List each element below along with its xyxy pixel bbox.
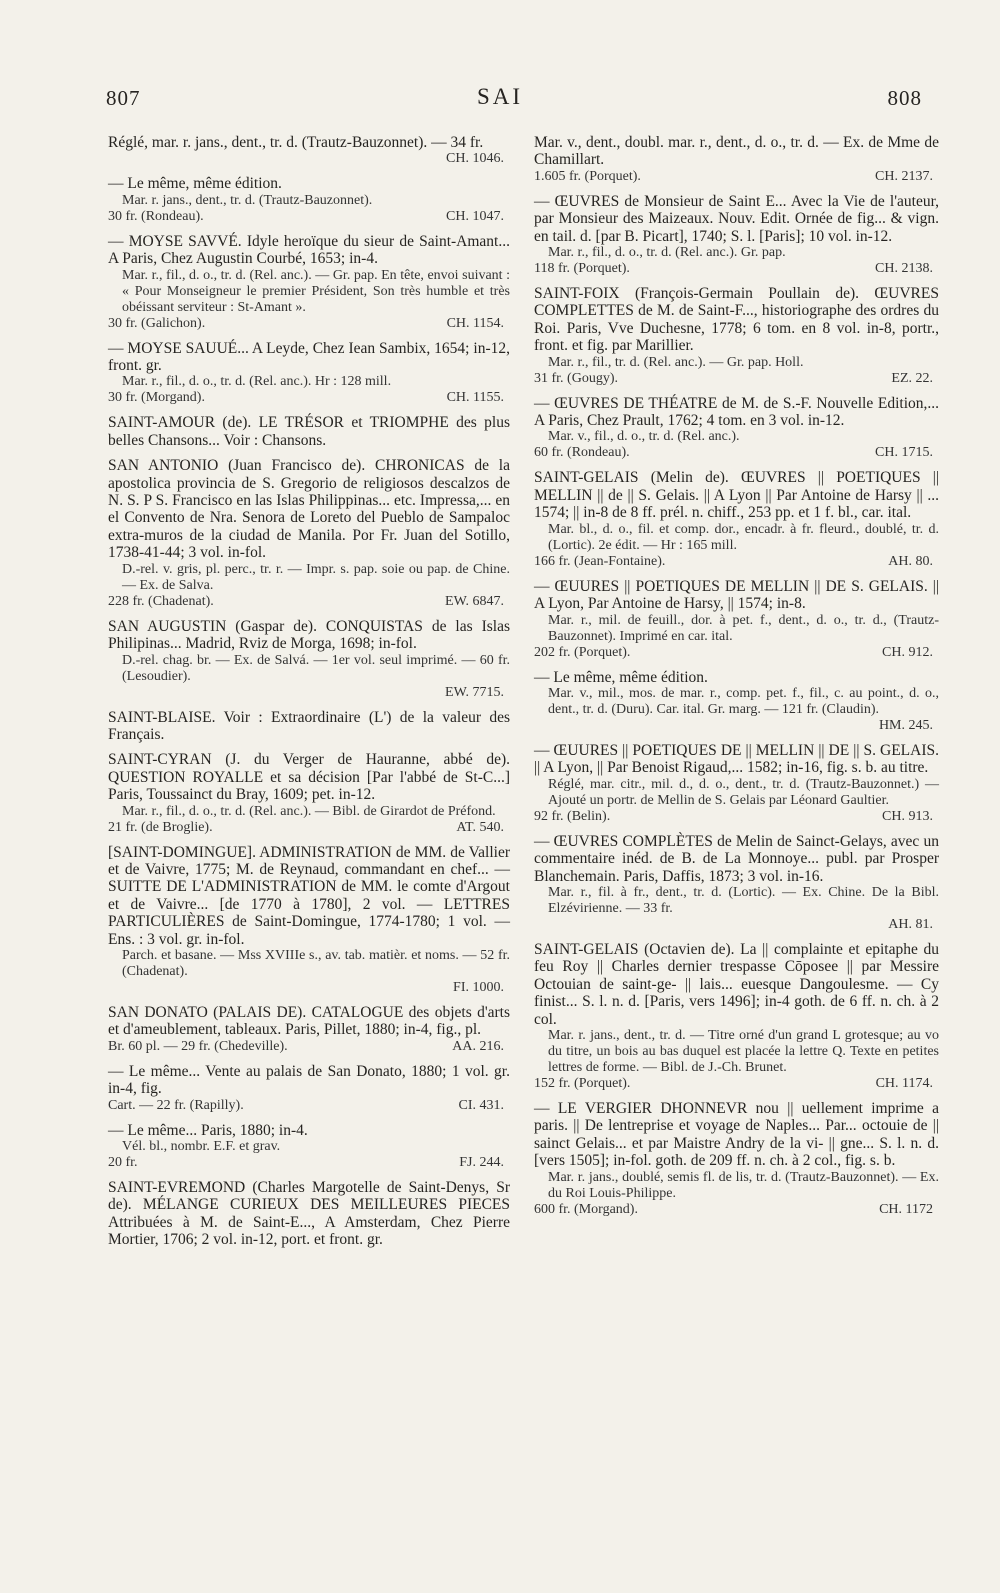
catalogue-entry [108, 175, 510, 224]
entry-text: SAINT-GELAIS (Melin de). ŒUVRES || POETIQUES || MELLIN || de || S. Gelais. || A Lyon || Par Antoine de Harsy || ... 1574; || in-8 de 8 ff. prél. n. chiff., 253 pp. et 1 f. bl., car. ital. [534, 469, 939, 522]
entry-binding-detail: Mar. r. jans., doublé, semis fl. de lis, tr. d. (Trautz-Bauzonnet). — Ex. du Roi Louis-Philippe. [548, 1169, 939, 1201]
entry-price: 1.605 fr. (Porquet). [534, 168, 641, 184]
entry-text: — Le même... Paris, 1880; in-4. [108, 1121, 308, 1139]
entry-binding-detail: Mar. bl., d. o., fil. et comp. dor., encadr. à fr. fleurd., doublé, tr. d. (Lortic). 2e édit. — Hr : 165 mill. [548, 521, 939, 553]
entry-reference: EW. 6847. [445, 593, 504, 609]
entry-price: 202 fr. (Porquet). [534, 644, 631, 660]
entry-text: SAN ANTONIO (Juan Francisco de). CHRONICAS de la apostolica provincia de S. Gregorio de religiosos descalzos de N. S. P S. Francisco en las Islas Philippinas... etc. Impressa,... en el Convento de Nra. Senora de Loreto del Pueblo de Sampaloc extra-muros de la ciudad de Manila. Por Fr. Juan del Sotillo, 1738-41-44; 3 vol. in-fol. [108, 457, 510, 562]
entry-price: 20 fr. [108, 1155, 138, 1170]
entry-binding-detail: Mar. r. jans., dent., tr. d. (Trautz-Bauzonnet). [122, 192, 373, 208]
entry-price: 600 fr. (Morgand). [534, 1201, 638, 1217]
entry-price: 21 fr. (de Broglie). [108, 819, 213, 835]
entry-sale-line [534, 1076, 939, 1092]
catalogue-entry [534, 285, 939, 387]
entry-price: 228 fr. (Chadenat). [108, 593, 214, 609]
entry-reference: FI. 1000. [453, 979, 504, 995]
entry-sale-line [534, 645, 939, 661]
entry-sale-line [534, 917, 939, 933]
entry-price: Br. 60 pl. — 29 fr. (Chedeville). [108, 1038, 288, 1054]
entry-text: — Le même, même édition. [108, 175, 282, 193]
catalogue-entry [108, 414, 510, 449]
entry-reference: CH. 1047. [446, 208, 504, 224]
catalogue-entry [534, 395, 939, 462]
entry-text: — ŒUVRES COMPLÈTES de Melin de Sainct-Gelays, avec un commentaire inéd. de B. de La Monnoye... publ. par Prosper Blanchemain. Paris, Daffis, 1873; 3 vol. in-16. [534, 832, 939, 885]
entry-text: — MOYSE SAVVÉ. Idyle heroïque du sieur de Saint-Amant... A Paris, Chez Augustin Courbé, 1653; in-4. [108, 232, 510, 268]
entry-price: 152 fr. (Porquet). [534, 1075, 631, 1091]
entry-sale-line [108, 209, 510, 225]
catalogue-entry [108, 1122, 510, 1171]
entry-text: — MOYSE SAUUÉ... A Leyde, Chez Iean Sambix, 1654; in-12, front. gr. [108, 339, 510, 375]
entry-reference: CH. 1154. [446, 315, 504, 331]
catalogue-entry [108, 844, 510, 996]
entry-sale-line [534, 809, 939, 825]
entry-text: SAINT-EVREMOND (Charles Margotelle de Saint-Denys, Sr de). MÉLANGE CURIEUX DES MEILLEURES PIECES Attribuées à M. de Saint-E..., A Amsterdam, Chez Pierre Mortier, 1706; 2 vol. in-12, port. et front. gr. [108, 1179, 510, 1249]
entry-text: SAINT-CYRAN (J. du Verger de Hauranne, abbé de). QUESTION ROYALLE et sa décision [Par l'abbé de St-C...] Paris, Toussainct du Bray, 1609; pet. in-12. [108, 751, 510, 804]
entry-reference: AT. 540. [456, 819, 504, 835]
entry-binding-detail: Mar. r., fil., tr. d. (Rel. anc.). — Gr. pap. Holl. [548, 354, 804, 370]
entry-reference: CH. 1155. [446, 390, 504, 406]
entry-reference: AA. 216. [452, 1038, 504, 1054]
entry-reference: FJ. 244. [459, 1155, 504, 1170]
entry-reference: EW. 7715. [445, 684, 504, 700]
entry-binding-detail: Mar. r., mil. de feuill., dor. à pet. f., dent., d. o., tr. d., (Trautz-Bauzonnet). Imprimé en car. ital. [548, 612, 939, 644]
entry-text: — ŒUVRES de Monsieur de Saint E... Avec la Vie de l'auteur, par Monsieur des Maizeaux. Nouv. Edit. Ornée de fig... & vign. en tail. d. [par B. Picart], 1740; S. l. [Paris]; 10 vol. in-12. [534, 192, 939, 245]
entry-text: SAINT-BLAISE. Voir : Extraordinaire (L') de la valeur des Français. [108, 708, 510, 743]
catalogue-entry [534, 742, 939, 825]
catalogue-entry [108, 457, 510, 609]
entry-price: 31 fr. (Gougy). [534, 370, 618, 386]
entry-price: 60 fr. (Rondeau). [534, 445, 630, 461]
entry-text: Réglé, mar. r. jans., dent., tr. d. (Trautz-Bauzonnet). — 34 fr. [108, 134, 484, 151]
entry-text: SAN AUGUSTIN (Gaspar de). CONQUISTAS de las Islas Philipinas... Madrid, Rviz de Morga, 1698; in-fol. [108, 617, 510, 653]
catalogue-entry [534, 669, 939, 734]
left-page-number: 807 [106, 86, 141, 110]
entry-text: [SAINT-DOMINGUE]. ADMINISTRATION de MM. de Vallier et de Vaivre, 1775; M. de Reynaud, commandant en chef... — SUITTE DE L'ADMINISTRATION de MM. le comte d'Argout et de Vaivre... [de 1770 à 1780], 2 vol. — LETTRES PARTICULIÈRES de Saint-Domingue, 1774-1780; 1 vol. — Ens. : 3 vol. gr. in-fol. [108, 843, 510, 948]
entry-text: — ŒUVRES DE THÉATRE de M. de S.-F. Nouvelle Edition,... A Paris, Chez Prault, 1762; 4 tom. en 3 vol. in-12. [534, 394, 939, 430]
entry-reference: CH. 2137. [875, 168, 933, 184]
entry-text: — Le même, même édition. [534, 668, 708, 686]
entry-price: 118 fr. (Porquet). [534, 261, 630, 277]
entry-text: SAINT-FOIX (François-Germain Poullain de). ŒUVRES COMPLETTES de M. de Saint-F..., historiographe des ordres du Roi. Paris, Vve Duchesne, 1778; 6 tom. en 8 vol. in-8, portr., front. et fig. par Marillier. [534, 285, 939, 355]
entry-binding-detail: D.-rel. v. gris, pl. perc., tr. r. — Impr. s. pap. soie ou pap. de Chine. — Ex. de Salva. [122, 561, 510, 593]
catalogue-entry [534, 469, 939, 569]
entry-binding-detail: Mar. r., fil., d. o., tr. d. (Rel. anc.). — Gr. pap. En tête, envoi suivant : « Pour Monseigneur le premier Président, Son très humble et très obéissant serviteur : St-Amant ». [122, 267, 510, 315]
entry-sale-line [534, 718, 939, 734]
entry-binding-detail: Mar. v., mil., mos. de mar. r., comp. pet. f., fil., c. au point., d. o., dent., tr. d. (Duru). Car. ital. Gr. marg. — 121 fr. (Claudin). [548, 685, 939, 717]
entry-sale-line [534, 371, 939, 387]
entry-reference: AH. 80. [888, 553, 933, 569]
entry-sale-line [108, 1039, 510, 1055]
entry-price: 30 fr. (Morgand). [108, 390, 205, 406]
catalogue-entry [108, 1179, 510, 1249]
entry-binding-detail: D.-rel. chag. br. — Ex. de Salvá. — 1er vol. seul imprimé. — 60 fr. (Lesoudier). [122, 652, 510, 684]
catalogue-entry [534, 578, 939, 661]
entry-sale-line [108, 1098, 510, 1114]
catalogue-entry [108, 751, 510, 835]
catalogue-entry [108, 340, 510, 407]
catalogue-entry [108, 1004, 510, 1055]
catalogue-entry [108, 134, 510, 167]
entry-text: SAINT-AMOUR (de). LE TRÉSOR et TRIOMPHE des plus belles Chansons... Voir : Chansons. [108, 414, 510, 449]
entry-reference: CH. 1715. [875, 445, 933, 461]
catalogue-entry [534, 193, 939, 277]
entry-reference: CH. 912. [882, 644, 933, 660]
entry-reference: CH. 1046. [446, 151, 504, 167]
entry-sale-line [108, 316, 510, 332]
catalogue-entry [534, 1100, 939, 1218]
entry-sale-line [108, 390, 510, 406]
entry-sale-line [534, 1202, 939, 1218]
entry-sale-line [534, 169, 939, 185]
entry-binding-detail: Mar. r. jans., dent., tr. d. — Titre orné d'un grand L grotesque; au vo du titre, un bois au bas duquel est placée la lettre Q. Texte en petites lettres de forme. — Bibl. de J.-Ch. Brunet. [548, 1027, 939, 1075]
entry-sale-line [108, 594, 510, 610]
catalogue-entry [534, 941, 939, 1092]
entry-sale-line [108, 820, 510, 836]
catalogue-entry [108, 618, 510, 701]
left-column [108, 134, 510, 1257]
entry-reference: CH. 2138. [875, 261, 933, 277]
entry-price: Cart. — 22 fr. (Rapilly). [108, 1097, 244, 1113]
entry-text: Mar. v., dent., doubl. mar. r., dent., d. o., tr. d. — Ex. de Mme de Chamillart. [534, 134, 939, 169]
entry-text: — Le même... Vente au palais de San Donato, 1880; 1 vol. gr. in-4, fig. [108, 1062, 510, 1098]
entry-text: SAINT-GELAIS (Octavien de). La || complainte et epitaphe du feu Roy || Charles dernier trespasse Cōposee || par Messire Octouian de saint-ge- || lais... euesque Dangoulesme. — Cy finist... S. l. n. d. [Paris, vers 1496]; in-4 goth. de 6 ff. n. ch. à 2 col. [534, 940, 939, 1028]
catalogue-entry [108, 1063, 510, 1114]
entry-text: — ŒUURES || POETIQUES DE MELLIN || DE S. GELAIS. || A Lyon, Par Antoine de Harsy, || 1574; in-8. [534, 577, 939, 613]
entry-text: — LE VERGIER DHONNEVR nou || uellement imprime a paris. || De lentreprise et voyage de Naples... Par... octouie de || sainct Gelais... et par Maistre Andry de la vi- || gne... S. l. n. d. [vers 1505]; in-fol. goth. de 209 ff. n. ch. à 2 col., fig. s. b. [534, 1099, 939, 1170]
entry-sale-line [534, 261, 939, 277]
entry-sale-line [534, 445, 939, 461]
entry-reference: HM. 245. [878, 717, 933, 733]
right-page-number: 808 [887, 86, 922, 110]
entry-reference: CH. 1174. [875, 1075, 933, 1091]
entry-price: 166 fr. (Jean-Fontaine). [534, 553, 666, 569]
catalogue-entry [534, 833, 939, 933]
entry-binding-detail: Parch. et basane. — Mss XVIIIe s., av. tab. matièr. et noms. — 52 fr. (Chadenat). [122, 947, 510, 979]
entry-binding-detail: Vél. bl., nombr. E.F. et grav. [122, 1139, 281, 1154]
entry-text: SAN DONATO (PALAIS DE). CATALOGUE des objets d'arts et d'ameublement, tableaux. Paris, Pillet, 1880; in-4, fig., pl. [108, 1003, 510, 1039]
entry-sale-line [108, 685, 510, 701]
entry-reference: CI. 431. [458, 1097, 504, 1113]
entry-sale-line [108, 151, 510, 167]
entry-binding-detail: Réglé, mar. citr., mil. d., d. o., dent., tr. d. (Trautz-Bauzonnet.) — Ajouté un portr. de Mellin de S. Gelais par Léonard Gaultier. [548, 776, 939, 808]
catalogue-entry [534, 134, 939, 185]
entry-sale-line [534, 554, 939, 570]
entry-binding-detail: Mar. r., fil., d. o., tr. d. (Rel. anc.). Hr : 128 mill. [122, 374, 392, 390]
entry-binding-detail: Mar. r., fil., d. o., tr. d. (Rel. anc.). — Bibl. de Girardot de Préfond. [122, 803, 496, 819]
entry-reference: CH. 913. [882, 808, 933, 824]
right-column [534, 134, 939, 1226]
entry-reference: EZ. 22. [891, 370, 933, 386]
entry-binding-detail: Mar. r., fil., d. o., tr. d. (Rel. anc.). Gr. pap. [548, 245, 786, 261]
catalogue-entry [108, 709, 510, 744]
running-head: SAI [476, 84, 524, 109]
entry-price: 30 fr. (Rondeau). [108, 208, 204, 224]
entry-text: — ŒUURES || POETIQUES DE || MELLIN || DE || S. GELAIS. || A Lyon, || Par Benoist Rigaud,... 1582; in-16, fig. s. b. au titre. [534, 741, 939, 777]
entry-sale-line [108, 980, 510, 996]
entry-price: 92 fr. (Belin). [534, 808, 611, 824]
entry-reference: AH. 81. [888, 916, 933, 932]
entry-reference: CH. 1172 [879, 1201, 933, 1217]
entry-binding-detail: Mar. r., fil. à fr., dent., tr. d. (Lortic). — Ex. Chine. De la Bibl. Elzévirienne. — 33 fr. [548, 884, 939, 916]
entry-sale-line [108, 1155, 510, 1171]
entry-binding-detail: Mar. v., fil., d. o., tr. d. (Rel. anc.). [548, 429, 740, 445]
catalogue-entry [108, 233, 510, 332]
entry-price: 30 fr. (Galichon). [108, 315, 206, 331]
